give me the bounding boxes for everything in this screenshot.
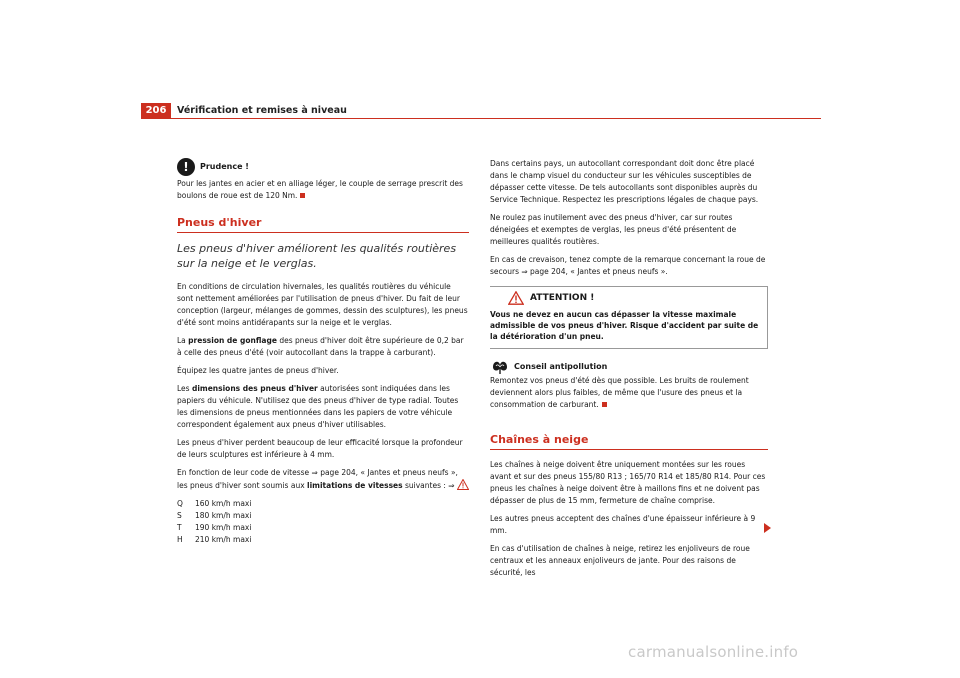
paragraph: Équipez les quatre jantes de pneus d'hiver.	[177, 366, 339, 375]
table-row: H 210 km/h maxi	[177, 535, 252, 544]
paragraph: Dans certains pays, un autocollant correspondant doit donc être placé dans le champ visuel du conducteur sur les véhicules susceptibles de dépasser cette vitesse. De tels autocollants sont disponibles auprès du Service Technique. Respectez les prescriptions légales de chaque pays.	[490, 159, 759, 204]
warning-box	[490, 286, 768, 349]
caution-heading	[183, 158, 469, 176]
continue-arrow-icon	[764, 523, 771, 533]
end-marker-icon	[300, 193, 305, 198]
paragraph: Les dimensions des pneus d'hiver autorisées sont indiquées dans les papiers du véhicule. N'utilisez que des pneus d'hiver de type radial. Toutes les dimensions de pneus mentionnées dans les papiers de votre véhicule correspondent également aux pneus d'hiver utilisables.	[177, 384, 459, 429]
warning-title: ATTENTION !	[530, 293, 595, 303]
page-number: 206	[141, 103, 171, 119]
paragraph: En conditions de circulation hivernales, les qualités routières du véhicule sont nettement améliorées par l'utilisation de pneus d'hiver. Du fait de leur conception (largeur, mélanges de gommes, dessin des sculptures), les pneus d'été sont moins antidérapants sur la neige et le verglas.	[177, 282, 468, 327]
watermark: carmanualsonline.info	[628, 643, 799, 661]
speed-limit-table	[177, 498, 251, 546]
paragraph: Les pneus d'hiver perdent beaucoup de leur efficacité lorsque la profondeur de leurs sculptures est inférieure à 4 mm.	[177, 438, 463, 459]
table-row: T 190 km/h maxi	[177, 523, 252, 532]
warning-triangle-icon	[457, 479, 469, 490]
warning-triangle-icon	[508, 291, 524, 305]
left-column	[177, 158, 469, 546]
paragraph: En cas d'utilisation de chaînes à neige, retirez les enjoliveurs de roue centraux et les anneaux enjoliveurs de jante. Pour des raisons de sécurité, les	[490, 544, 750, 577]
exclamation-icon: !	[177, 158, 195, 176]
paragraph: Les autres pneus acceptent des chaînes d'une épaisseur inférieure à 9 mm.	[490, 514, 756, 535]
paragraph: En cas de crevaison, tenez compte de la remarque concernant la roue de secours ⇒ page 204, « Jantes et pneus neufs ».	[490, 255, 766, 276]
section-title-winter-tyres: Pneus d'hiver	[177, 216, 469, 233]
caution-text: Pour les jantes en acier et en alliage léger, le couple de serrage prescrit des boulons de roue est de 120 Nm.	[177, 179, 463, 200]
end-marker-icon	[602, 402, 607, 407]
eco-title: Conseil antipollution	[514, 362, 608, 371]
paragraph: Les chaînes à neige doivent être uniquement montées sur les roues avant et sur des pneus 155/80 R13 ; 165/70 R14 et 185/80 R14. Pour ces pneus les chaînes à neige doivent être à maillons fins et ne doivent pas dépasser de plus de 15 mm, fermeture de chaîne comprise.	[490, 460, 766, 505]
paragraph: En fonction de leur code de vitesse ⇒ page 204, « Jantes et pneus neufs », les pneus d'hiver sont soumis aux limitations de vitesses suivantes : ⇒	[177, 467, 469, 492]
eco-heading	[490, 359, 768, 375]
warning-text: Vous ne devez en aucun cas dépasser la vitesse maximale admissible de vos pneus d'hiver. Risque d'accident par suite de la détérioration d'un pneu.	[490, 310, 759, 341]
environment-leaf-icon	[490, 359, 510, 375]
caution-title: Prudence !	[200, 162, 249, 171]
header-divider	[171, 118, 821, 119]
section-title-snow-chains: Chaînes à neige	[490, 433, 768, 450]
table-row: Q 160 km/h maxi	[177, 499, 252, 508]
table-row: S 180 km/h maxi	[177, 511, 252, 520]
paragraph: La pression de gonflage des pneus d'hiver doit être supérieure de 0,2 bar à celle des pneus d'été (voir autocollant dans la trappe à carburant).	[177, 336, 464, 357]
section-lead: Les pneus d'hiver améliorent les qualités routières sur la neige et le verglas.	[177, 242, 457, 270]
right-column	[490, 158, 768, 585]
eco-text: Remontez vos pneus d'été dès que possible. Les bruits de roulement deviennent alors plus faibles, de même que l'usure des pneus et la consommation de carburant.	[490, 376, 749, 409]
paragraph: Ne roulez pas inutilement avec des pneus d'hiver, car sur routes déneigées et exemptes de verglas, les pneus d'été présentent de meilleures qualités routières.	[490, 213, 737, 246]
page-header-title: Vérification et remises à niveau	[177, 105, 347, 116]
warning-heading	[508, 291, 761, 305]
